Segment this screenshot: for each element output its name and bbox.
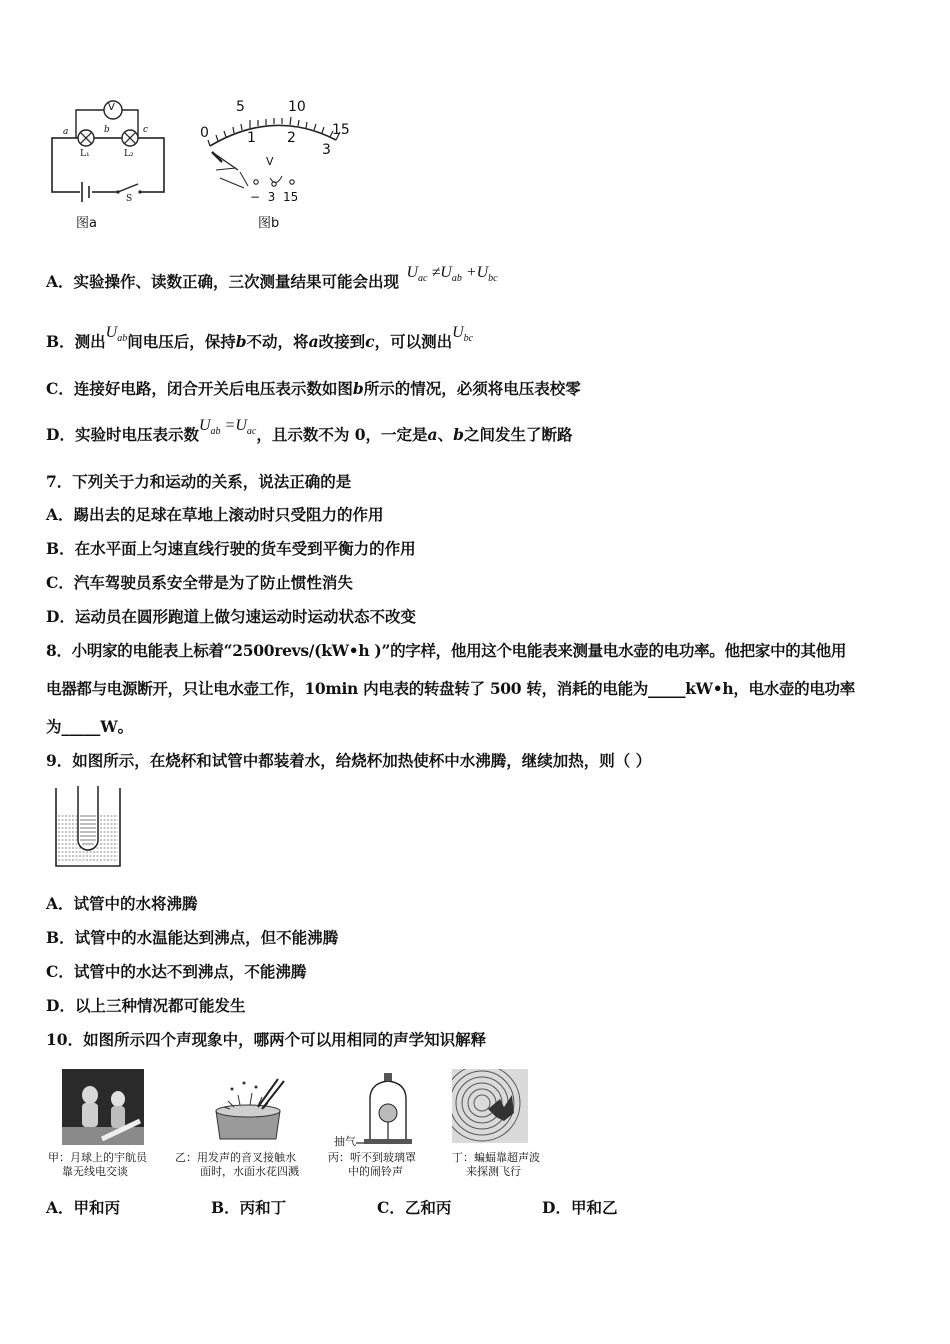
q8-line-2: 电器都与电源断开，只让电水壶工作，10min 内电表的转盘转了 500 转，消耗的电能为_____kW•h，电水壶的电功率 (46, 679, 855, 698)
q10-stem: 10．如图所示四个声现象中，哪两个可以用相同的声学知识解释 (46, 1030, 487, 1049)
needle-icon (212, 152, 222, 162)
photo-4-caption-line-1: 丁：蝙蝠靠超声波 (452, 1151, 540, 1164)
voltmeter-label: V (108, 102, 115, 113)
q9-stem: 9．如图所示，在烧杯和试管中都装着水，给烧杯加热使杯中水沸腾，继续加热，则（ ） (46, 751, 652, 770)
q10-option-b: B．丙和丁 (211, 1198, 287, 1217)
dial-top-10: 10 (288, 99, 306, 115)
photo-3-caption-line-2: 中的闹铃声 (348, 1165, 403, 1178)
photo-1-caption-line-2: 靠无线电交谈 (62, 1165, 128, 1178)
q9-option-d: D．以上三种情况都可能发生 (46, 996, 246, 1015)
q8-line-3: 为_____W。 (46, 717, 134, 736)
q9-option-a: A．试管中的水将沸腾 (46, 894, 198, 913)
photo-2-caption-line-2: 面时，水面水花四溅 (200, 1165, 299, 1178)
lamp-l1-icon (78, 130, 94, 146)
photo-tuning-fork (208, 1071, 294, 1145)
photo-1-caption-line-1: 甲：月球上的宇航员 (48, 1151, 147, 1164)
q9-option-b: B．试管中的水温能达到沸点，但不能沸腾 (46, 928, 339, 947)
q7-option-d: D．运动员在圆形跑道上做匀速运动时运动状态不改变 (46, 607, 416, 626)
q7-option-b: B．在水平面上匀速直线行驶的货车受到平衡力的作用 (46, 539, 416, 558)
switch-label: S (126, 194, 133, 204)
figure-a-caption: 图a (76, 216, 97, 231)
dial-top-5: 5 (236, 99, 245, 115)
beaker-testtube-diagram (52, 786, 124, 870)
dial-bottom-1: 1 (247, 130, 256, 146)
q8-line-1: 8．小明家的电能表上标着“2500revs/(kW•h )”的字样，他用这个电能表来测量电水壶的电功率。他把家中的其他用 (46, 641, 847, 660)
q10-option-d: D．甲和乙 (542, 1198, 618, 1217)
q6-option-b: B．测出$U_{ab}$间电压后，保持b不动，将a改接到c，可以测出$U_{bc}$ (46, 324, 474, 351)
lamp-l2-icon (122, 130, 138, 146)
q7-option-a: A．踢出去的足球在草地上滚动时只受阻力的作用 (46, 505, 384, 524)
dial-terminals: − 3 15 (250, 190, 299, 204)
node-b-label: b (104, 125, 110, 135)
q7-stem: 7．下列关于力和运动的关系，说法正确的是 (46, 472, 352, 491)
node-a-label: a (63, 127, 69, 137)
photo-2-caption-line-1: 乙：用发声的音叉接触水 (175, 1151, 296, 1164)
dial-bottom-2: 2 (287, 130, 296, 146)
q7-option-c: C．汽车驾驶员系安全带是为了防止惯性消失 (46, 573, 353, 592)
dial-unit: V (266, 155, 274, 168)
q6-option-a: A．实验操作、读数正确，三次测量结果可能会出现 $U_{ac} \ne U_{ab} +U_{bc}$ (46, 264, 498, 291)
q9-option-c: C．试管中的水达不到沸点，不能沸腾 (46, 962, 307, 981)
figure-b-caption: 图b (258, 216, 280, 231)
photo-bell-jar (356, 1069, 420, 1149)
q6-option-c: C．连接好电路，闭合开关后电压表示数如图b所示的情况，必须将电压表校零 (46, 379, 581, 398)
lamp-l2-label: L₂ (124, 149, 134, 159)
photo-3-caption-line-1: 丙：听不到玻璃罩 (328, 1151, 416, 1164)
photo-astronauts (62, 1069, 144, 1145)
air-pump-label: 抽气 (334, 1135, 356, 1148)
dial-bottom-3: 3 (322, 142, 331, 158)
photo-bat (452, 1069, 528, 1143)
lamp-l1-label: L₁ (80, 149, 90, 159)
q10-option-a: A．甲和丙 (46, 1198, 121, 1217)
photo-4-caption-line-2: 来探测飞行 (466, 1165, 521, 1178)
q10-option-c: C．乙和丙 (377, 1198, 452, 1217)
dial-top-15: 15 (332, 122, 350, 138)
node-c-label: c (143, 125, 149, 135)
q6-option-d: D．实验时电压表示数$U_{ab} =U_{ac}$，且示数不为 0，一定是a、b之间发生了断路 (46, 417, 573, 444)
dial-zero: 0 (200, 125, 209, 141)
